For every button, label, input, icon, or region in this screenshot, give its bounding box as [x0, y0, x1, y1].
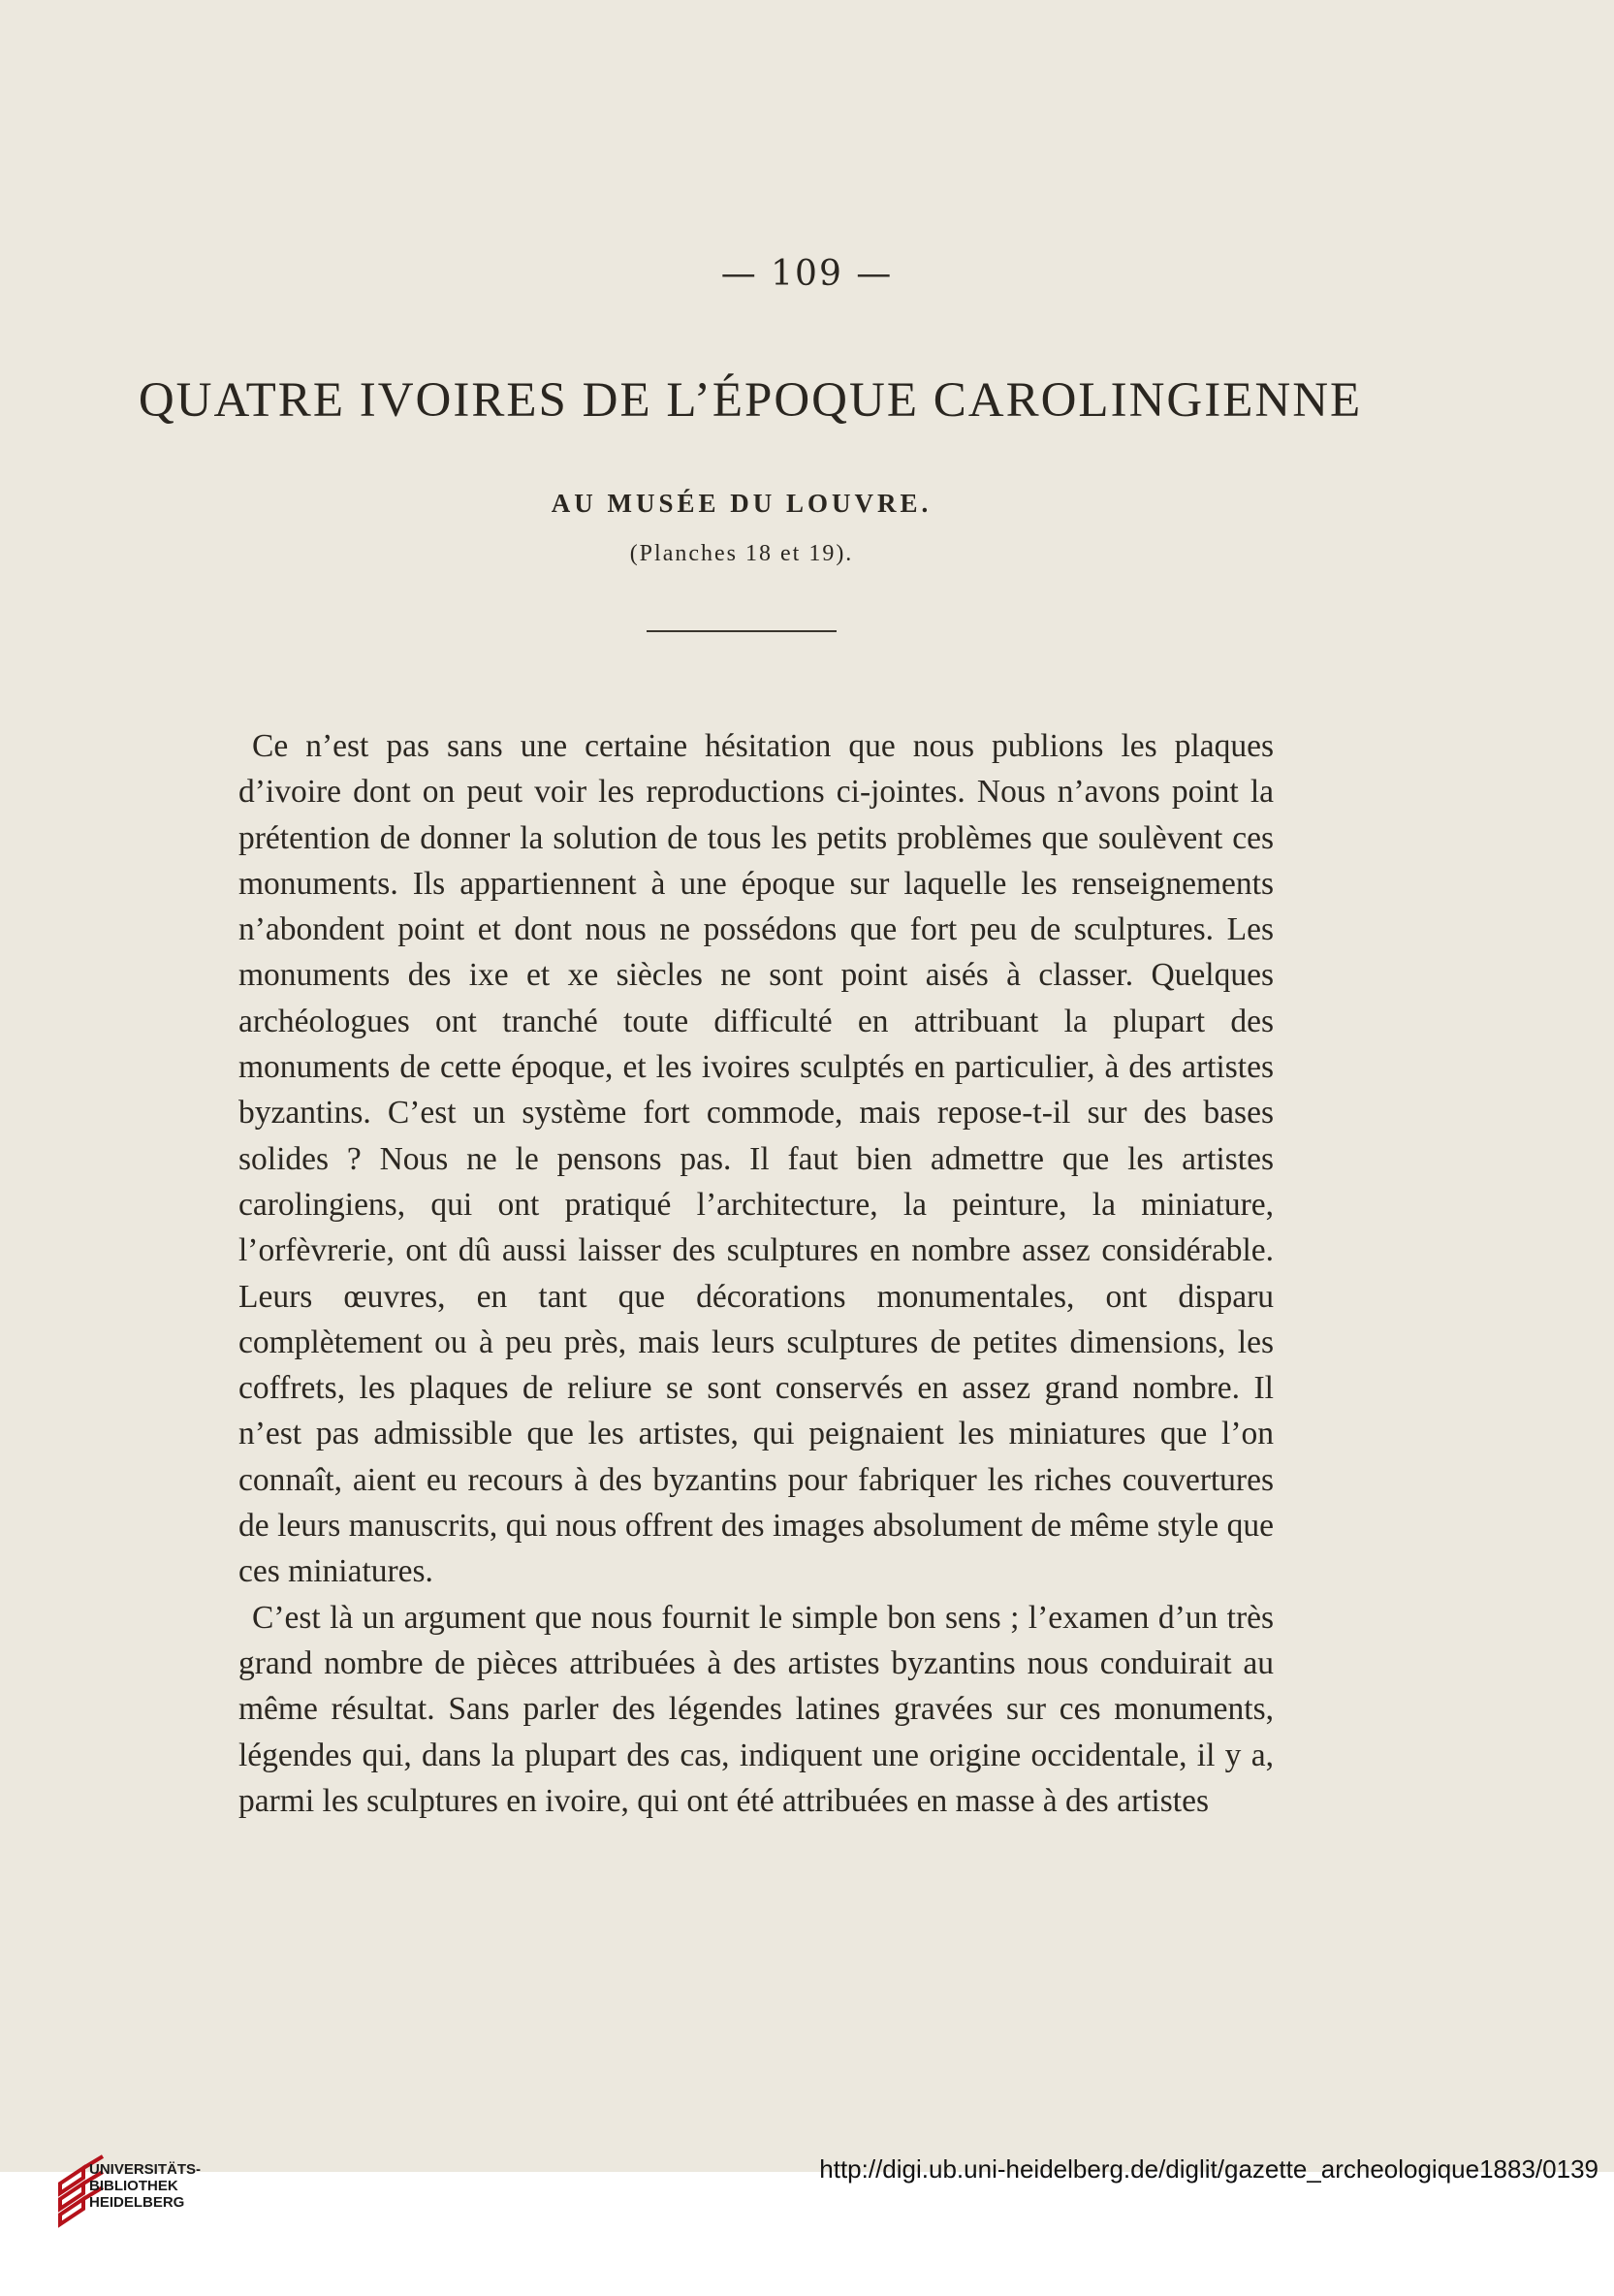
library-name-line-1: UNIVERSITÄTS-	[89, 2161, 202, 2178]
article-title: QUATRE IVOIRES DE L’ÉPOQUE CAROLINGIENNE	[138, 373, 1363, 428]
article-subtitle: AU MUSÉE DU LOUVRE.	[551, 489, 933, 518]
library-name-line-3: HEIDELBERG	[89, 2194, 185, 2211]
library-name-line-2: BIBLIOTHEK	[89, 2178, 178, 2194]
paragraph-1: Ce n’est pas sans une certaine hésitation que nous publions les plaques d’ivoire dont on peut voir les reproductions ci-jointes. Nous n’avons point la prétention de donner la solution de tous les petits problèmes que soulèvent ces monuments. Ils appartiennent à une époque sur laquelle les renseignements n’abondent point et dont nous ne possédons que fort peu de sculptures. Les monuments des ixe et xe siècles ne sont point aisés à classer. Quelques archéologues ont tranché toute difficulté en attribuant la plupart des monuments de cette époque, et les ivoires sculptés en particulier, à des artistes byzantins. C’est un système fort commode, mais repose-t-il sur des bases solides ? Nous ne le pensons pas. Il faut bien admettre que les artistes carolingiens, qui ont pratiqué l’architecture, la peinture, la miniature, l’orfèvrerie, ont dû aussi laisser des sculptures en nombre assez considérable. Leurs œuvres, en tant que décorations monumentales, ont disparu complètement ou à peu près, mais leurs sculptures de petites dimensions, les coffrets, les plaques de reliure se sont conservés en assez grand nombre. Il n’est pas admissible que les artistes, qui peignaient les miniatures que l’on connaît, aient eu recours à des byzantins pour fabriquer les riches couvertures de leurs manuscrits, qui nous offrent des images absolument de même style que ces miniatures.	[238, 728, 1274, 1590]
article-body	[238, 723, 1274, 1824]
title-divider	[647, 630, 837, 632]
source-url-link[interactable]: http://digi.ub.uni-heidelberg.de/diglit/gazette_archeologique1883/0139	[819, 2154, 1598, 2184]
page-number: — 109 —	[720, 254, 894, 294]
library-name	[89, 2161, 201, 2211]
footer-bar	[0, 2172, 1614, 2296]
plates-reference: (Planches 18 et 19).	[629, 541, 854, 566]
paragraph-2: C’est là un argument que nous fournit le simple bon sens ; l’examen d’un très grand nombre de pièces attribuées à des artistes byzantins nous conduirait au même résultat. Sans parler des légendes latines gravées sur ces monuments, légendes qui, dans la plupart des cas, indiquent une origine occidentale, il y a, parmi les sculptures en ivoire, qui ont été attribuées en masse à des artistes	[238, 1599, 1274, 1819]
